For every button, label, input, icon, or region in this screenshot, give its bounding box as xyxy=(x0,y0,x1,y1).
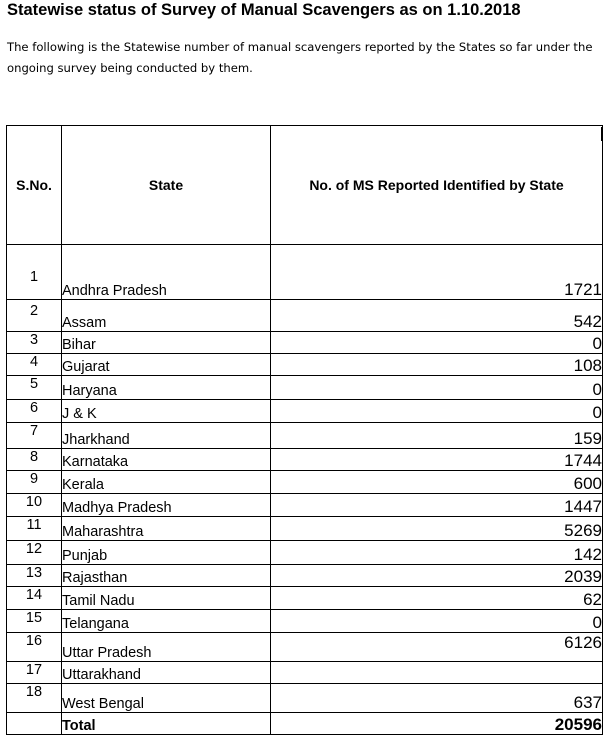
total-row xyxy=(7,713,603,735)
row-sno: 14 xyxy=(7,587,62,610)
total-label: Total xyxy=(62,713,271,735)
row-sno: 5 xyxy=(7,376,62,400)
row-state: Assam xyxy=(62,300,271,332)
total-value: 20596 xyxy=(271,713,603,735)
row-state: Uttar Pradesh xyxy=(62,633,271,662)
row-count xyxy=(271,662,603,684)
row-count: 108 xyxy=(271,354,603,376)
row-state: Uttarakhand xyxy=(62,662,271,684)
row-state: Maharashtra xyxy=(62,517,271,541)
row-sno: 12 xyxy=(7,541,62,565)
table-row xyxy=(7,517,603,541)
row-sno: 18 xyxy=(7,684,62,713)
row-state: Kerala xyxy=(62,471,271,494)
row-sno: 16 xyxy=(7,633,62,662)
row-count: 542 xyxy=(271,300,603,332)
row-state: Tamil Nadu xyxy=(62,587,271,610)
row-count: 1447 xyxy=(271,494,603,517)
table-row xyxy=(7,245,603,300)
row-sno: 6 xyxy=(7,400,62,423)
table-row xyxy=(7,541,603,565)
row-sno: 10 xyxy=(7,494,62,517)
row-count: 2039 xyxy=(271,565,603,587)
row-sno: 7 xyxy=(7,423,62,449)
table-header-row xyxy=(7,126,603,245)
row-sno: 3 xyxy=(7,332,62,354)
row-state: Madhya Pradesh xyxy=(62,494,271,517)
text-cursor xyxy=(601,127,602,141)
intro-paragraph: The following is the Statewise number of manual scavengers reported by the States so far under the ongoing survey being conducted by them. xyxy=(7,40,593,75)
table-row xyxy=(7,332,603,354)
table-row xyxy=(7,400,603,423)
row-count: 142 xyxy=(271,541,603,565)
header-count: No. of MS Reported Identified by State xyxy=(271,126,603,245)
row-sno: 4 xyxy=(7,354,62,376)
row-count: 0 xyxy=(271,376,603,400)
table-row xyxy=(7,354,603,376)
row-count: 6126 xyxy=(271,633,603,662)
header-sno: S.No. xyxy=(7,126,62,245)
row-state: West Bengal xyxy=(62,684,271,713)
row-state: Punjab xyxy=(62,541,271,565)
row-sno: 13 xyxy=(7,565,62,587)
row-sno: 11 xyxy=(7,517,62,541)
table-row xyxy=(7,494,603,517)
row-state: Gujarat xyxy=(62,354,271,376)
row-count: 0 xyxy=(271,610,603,633)
table-row xyxy=(7,423,603,449)
row-count: 62 xyxy=(271,587,603,610)
row-count: 0 xyxy=(271,332,603,354)
row-state: Karnataka xyxy=(62,449,271,471)
table-row xyxy=(7,610,603,633)
row-state: Andhra Pradesh xyxy=(62,245,271,300)
row-count: 1721 xyxy=(271,245,603,300)
row-sno: 15 xyxy=(7,610,62,633)
row-state: Telangana xyxy=(62,610,271,633)
row-sno: 1 xyxy=(7,245,62,300)
header-state: State xyxy=(62,126,271,245)
table-row xyxy=(7,376,603,400)
row-count: 637 xyxy=(271,684,603,713)
table-row xyxy=(7,662,603,684)
row-sno: 2 xyxy=(7,300,62,332)
table-row xyxy=(7,633,603,662)
total-sno xyxy=(7,713,62,735)
page-title: Statewise status of Survey of Manual Scavengers as on 1.10.2018 xyxy=(7,1,521,19)
row-count: 5269 xyxy=(271,517,603,541)
table-row xyxy=(7,587,603,610)
row-state: Jharkhand xyxy=(62,423,271,449)
row-state: Haryana xyxy=(62,376,271,400)
row-count: 0 xyxy=(271,400,603,423)
table-row xyxy=(7,300,603,332)
row-state: Bihar xyxy=(62,332,271,354)
row-state: Rajasthan xyxy=(62,565,271,587)
row-sno: 9 xyxy=(7,471,62,494)
table-row xyxy=(7,565,603,587)
row-state: J & K xyxy=(62,400,271,423)
row-sno: 8 xyxy=(7,449,62,471)
row-count: 600 xyxy=(271,471,603,494)
row-count: 159 xyxy=(271,423,603,449)
table-row xyxy=(7,684,603,713)
table-row xyxy=(7,471,603,494)
survey-table xyxy=(6,125,603,735)
row-sno: 17 xyxy=(7,662,62,684)
row-count: 1744 xyxy=(271,449,603,471)
table-row xyxy=(7,449,603,471)
